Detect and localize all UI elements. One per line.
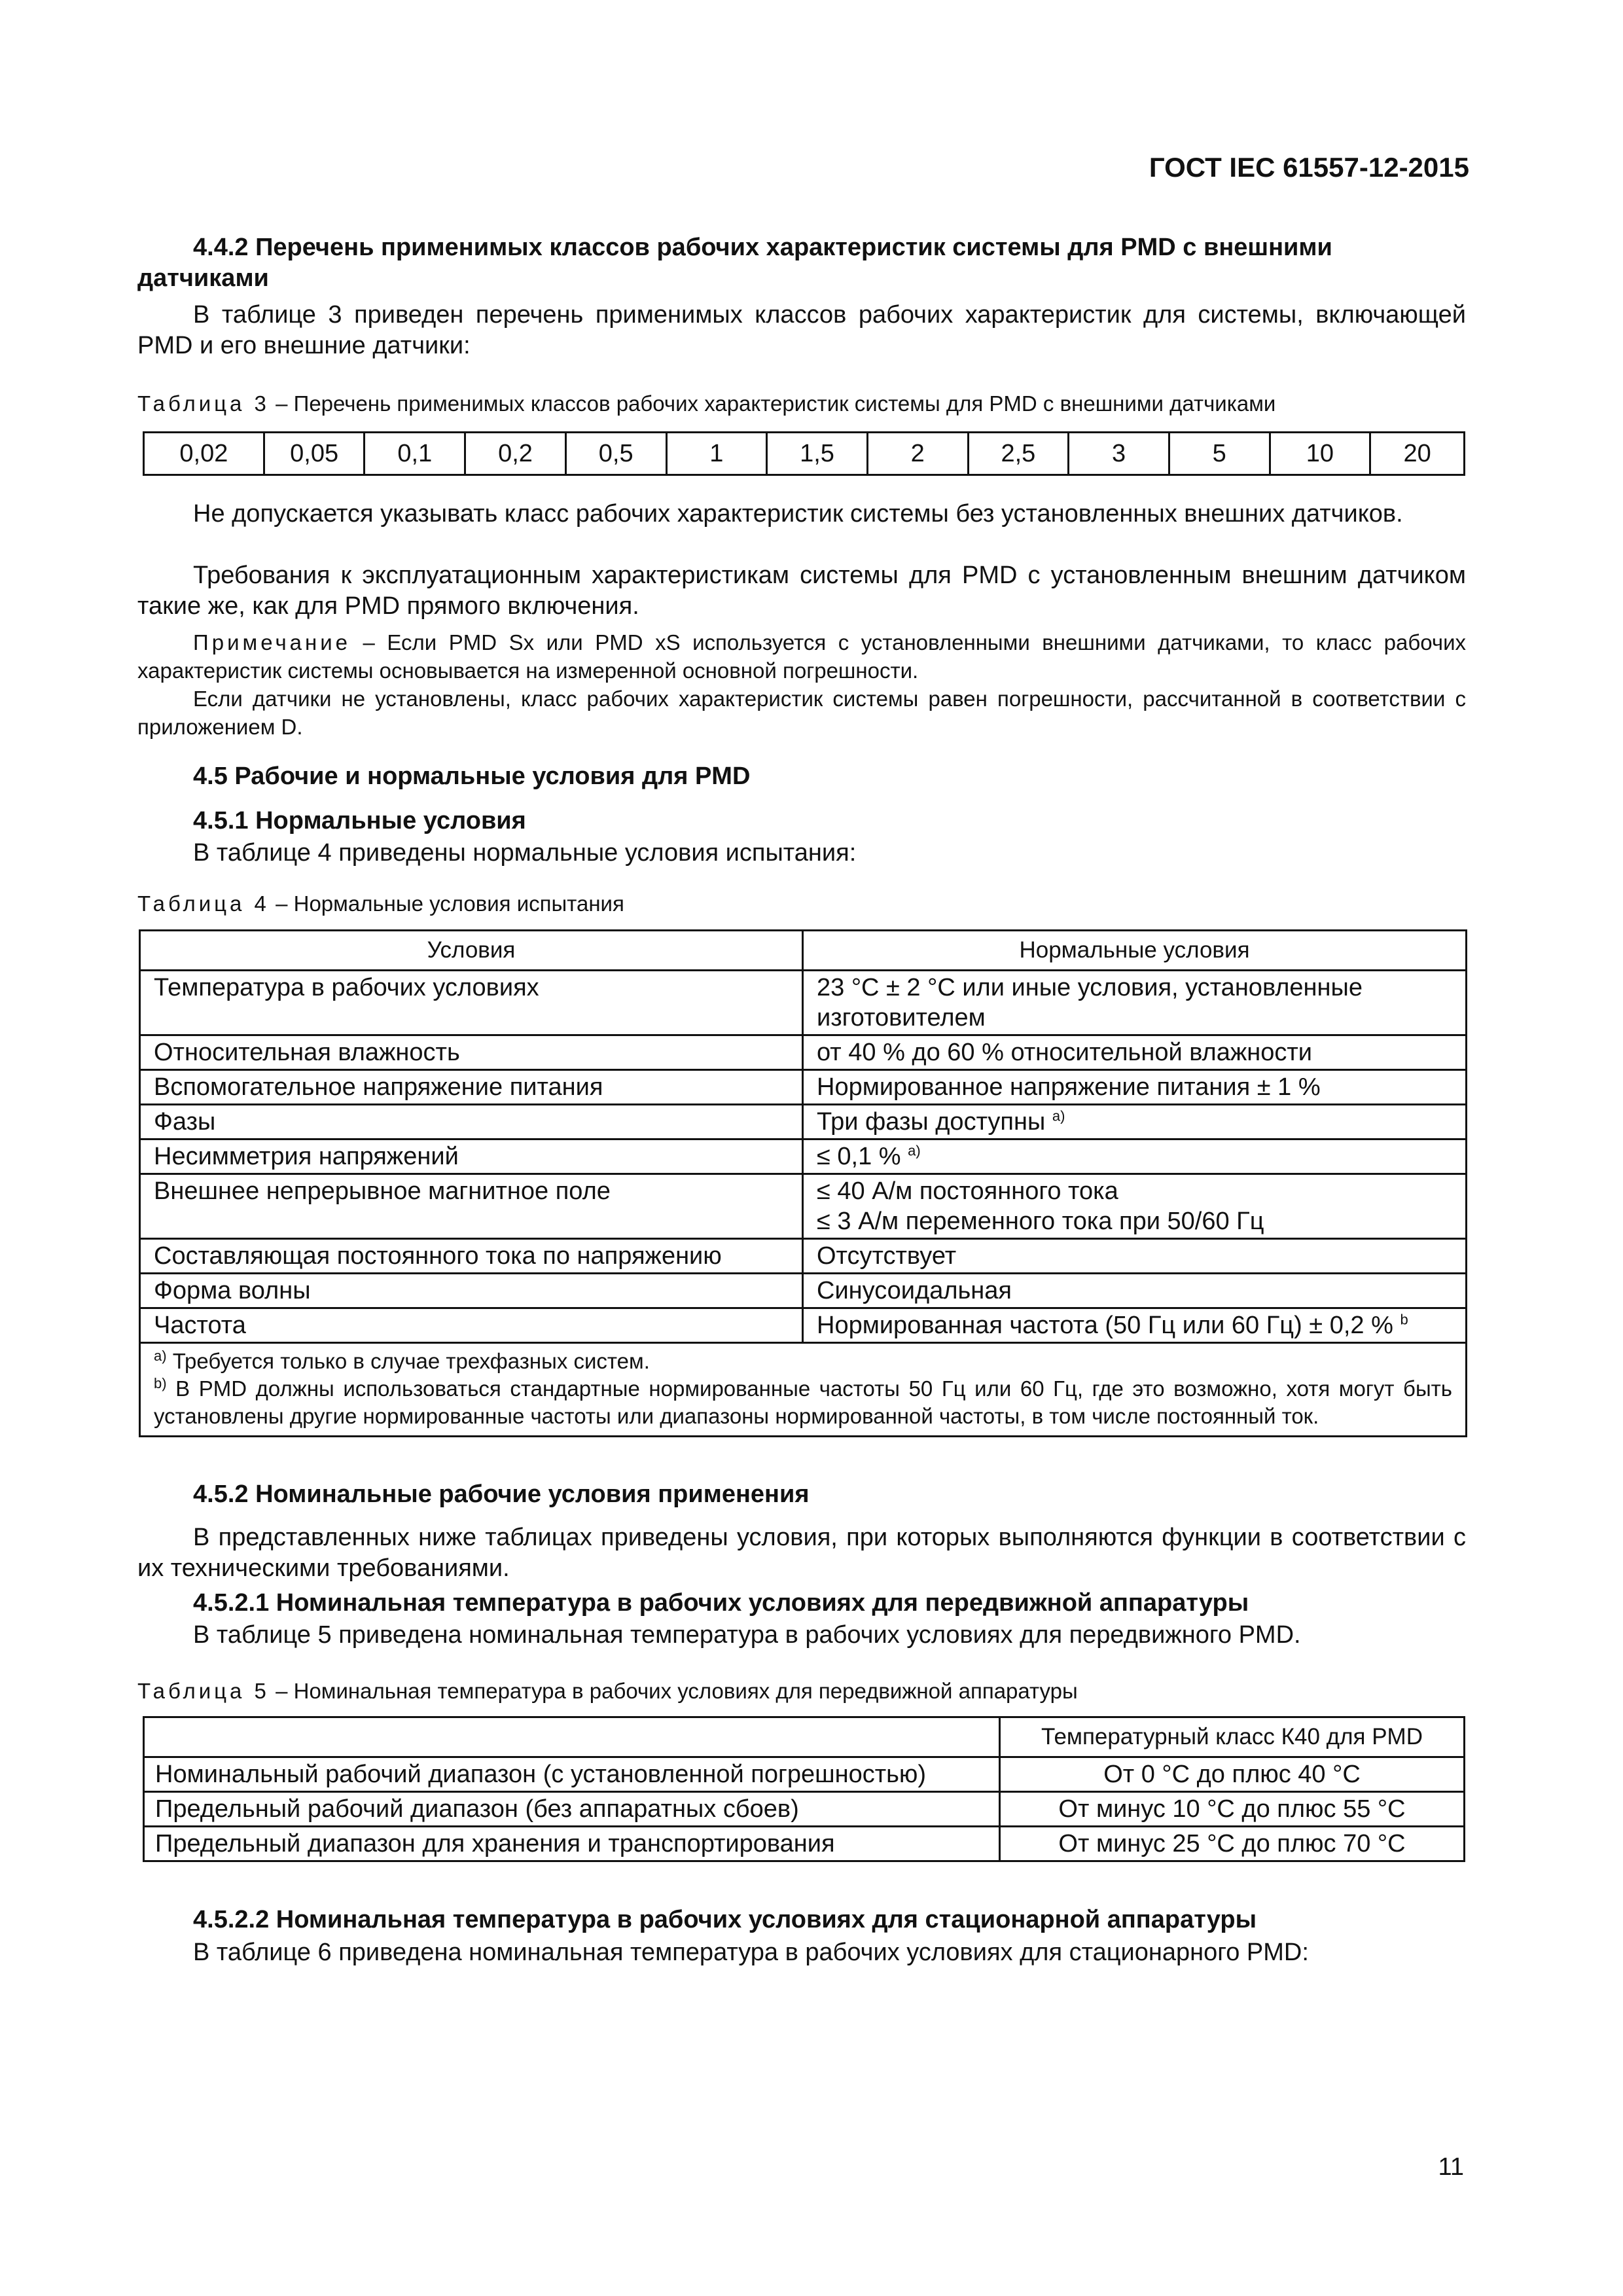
table4 [139, 929, 1467, 1437]
table4-value: от 40 % до 60 % относительной влажности [803, 1035, 1467, 1070]
table3-cell: 20 [1370, 433, 1465, 475]
section-4-5-2-2-heading: 4.5.2.2 Номинальная температура в рабочих условиях для стационарной аппаратуры [193, 1906, 1257, 1933]
footnote-b [154, 1375, 1452, 1430]
table-row [140, 1139, 1467, 1174]
table3-cell: 5 [1169, 433, 1270, 475]
footnote-a-mark: a) [154, 1348, 167, 1364]
table-row [140, 1274, 1467, 1308]
table3-cell: 1,5 [767, 433, 868, 475]
table4-value-2: ≤ 3 А/м переменного тока при 50/60 Гц [817, 1208, 1264, 1235]
section-4-4-2-text: В таблице 3 приведен перечень применимых классов рабочих характеристик для системы, включающей PMD и его внешние датчики: [137, 301, 1466, 359]
table-row [140, 1174, 1467, 1239]
table5-value: От минус 10 °С до плюс 55 °С [1000, 1792, 1465, 1827]
footnote-ref: b [1400, 1311, 1408, 1328]
table5-range: Предельный диапазон для хранения и транспортирования [144, 1827, 1000, 1861]
table3-cell: 0,05 [264, 433, 365, 475]
table5-header-row [144, 1717, 1465, 1757]
table4-caption-text: – Нормальные условия испытания [269, 891, 624, 916]
table4-value: Синусоидальная [803, 1274, 1467, 1308]
table4-value: ≤ 40 А/м постоянного тока [817, 1177, 1118, 1205]
section-4-5-1-heading: 4.5.1 Нормальные условия [193, 807, 526, 834]
section-4-5-2-1-heading: 4.5.2.1 Номинальная температура в рабочих условиях для передвижной аппаратуры [193, 1589, 1249, 1617]
table3-caption-label: Таблица 3 [137, 391, 270, 416]
table3-cell: 1 [666, 433, 767, 475]
table4-footnotes [140, 1343, 1467, 1437]
page-number: 11 [1438, 2153, 1464, 2181]
paragraph-no-class-without-sensors: Не допускается указывать класс рабочих характеристик системы без установленных внешних датчиков. [193, 500, 1403, 528]
table5-range: Номинальный рабочий диапазон (с установленной погрешностью) [144, 1757, 1000, 1792]
table-row [144, 1757, 1465, 1792]
table5-caption [137, 1679, 1078, 1704]
note-label: Примечание [193, 630, 351, 655]
table4-value-cell [803, 1139, 1467, 1174]
section-4-5-2-1-text: В таблице 5 приведена номинальная температура в рабочих условиях для передвижного PMD. [193, 1621, 1301, 1649]
table3-cell: 2 [867, 433, 968, 475]
table-row [140, 1308, 1467, 1343]
table4-value: Нормированное напряжение питания ± 1 % [803, 1070, 1467, 1105]
table5 [143, 1716, 1465, 1862]
table5-col-class: Температурный класс К40 для PMD [1000, 1717, 1465, 1757]
table4-col-conditions: Условия [140, 931, 803, 971]
table3 [143, 431, 1465, 476]
footnote-ref: a) [1052, 1107, 1065, 1124]
paragraph-requirements-external-sensor: Требования к эксплуатационным характеристикам системы для PMD с установленным внешним датчиком такие же, как для PMD прямого включения. [137, 562, 1466, 620]
table3-cell: 0,2 [465, 433, 566, 475]
table4-value: Три фазы доступны [817, 1108, 1052, 1136]
note [137, 628, 1466, 685]
table5-caption-label: Таблица 5 [137, 1679, 270, 1703]
table4-condition: Вспомогательное напряжение питания [140, 1070, 803, 1105]
footnote-a [154, 1348, 1452, 1375]
section-4-5-2-heading: 4.5.2 Номинальные рабочие условия применения [193, 1480, 810, 1508]
document-header: ГОСТ IEC 61557-12-2015 [1149, 152, 1469, 183]
table4-value: ≤ 0,1 % [817, 1143, 908, 1170]
section-4-5-2-2-text: В таблице 6 приведена номинальная температура в рабочих условиях для стационарного PMD: [193, 1939, 1309, 1966]
table4-value-cell [803, 1308, 1467, 1343]
table-row [140, 971, 1467, 1035]
footnote-b-text: В PMD должны использоваться стандартные нормированные частоты 50 Гц или 60 Гц, где это возможно, хотя могут быть установлены другие нормированные частоты или диапазоны нормированной частоты, в том числе постоянный ток. [154, 1376, 1452, 1428]
table4-condition: Несимметрия напряжений [140, 1139, 803, 1174]
table5-col-empty [144, 1717, 1000, 1757]
table4-value-cell [803, 1174, 1467, 1239]
table4-condition: Фазы [140, 1105, 803, 1139]
table4-value: Отсутствует [803, 1239, 1467, 1274]
table3-cell: 0,5 [565, 433, 666, 475]
table5-caption-text: – Номинальная температура в рабочих условиях для передвижной аппаратуры [269, 1679, 1078, 1703]
table4-value: Нормированная частота (50 Гц или 60 Гц) ± 0,2 % [817, 1312, 1400, 1339]
table4-value: 23 °C ± 2 °C или иные условия, установленные изготовителем [803, 971, 1467, 1035]
table5-value: От 0 °С до плюс 40 °С [1000, 1757, 1465, 1792]
table-row [144, 1827, 1465, 1861]
table4-caption [137, 891, 624, 916]
table-row [144, 1792, 1465, 1827]
table-row [140, 1035, 1467, 1070]
table-row [140, 1239, 1467, 1274]
footnote-ref: a) [908, 1142, 921, 1159]
table3-caption-text: – Перечень применимых классов рабочих характеристик системы для PMD с внешними датчиками [269, 391, 1276, 416]
table-row [140, 1105, 1467, 1139]
table4-condition: Частота [140, 1308, 803, 1343]
section-4-4-2-heading: 4.4.2 Перечень применимых классов рабочих характеристик системы для PMD с внешними датчиками [137, 234, 1332, 292]
table3-cell: 0,02 [144, 433, 264, 475]
table4-value-cell [803, 1105, 1467, 1139]
section-4-5-1-text: В таблице 4 приведены нормальные условия испытания: [193, 839, 857, 867]
table3-cell: 2,5 [968, 433, 1069, 475]
table3-caption [137, 391, 1275, 416]
table3-cell: 3 [1069, 433, 1169, 475]
table4-header-row [140, 931, 1467, 971]
table3-row [144, 433, 1465, 475]
table5-range: Предельный рабочий диапазон (без аппаратных сбоев) [144, 1792, 1000, 1827]
table5-value: От минус 25 °С до плюс 70 °С [1000, 1827, 1465, 1861]
note-text: – Если PMD Sx или PMD xS используется с установленными внешними датчиками, то класс рабочих характеристик системы основывается на измеренной основной погрешности. [137, 630, 1466, 683]
table4-condition: Форма волны [140, 1274, 803, 1308]
table4-condition: Составляющая постоянного тока по напряжению [140, 1239, 803, 1274]
footnote-a-text: Требуется только в случае трехфазных систем. [166, 1349, 650, 1373]
table3-cell: 0,1 [365, 433, 465, 475]
table4-col-normal-conditions: Нормальные условия [803, 931, 1467, 971]
section-4-5-heading: 4.5 Рабочие и нормальные условия для PMD [193, 762, 751, 790]
section-4-5-2-text: В представленных ниже таблицах приведены условия, при которых выполняются функции в соответствии с их техническими требованиями. [137, 1524, 1466, 1582]
table4-footnotes-row [140, 1343, 1467, 1437]
table-row [140, 1070, 1467, 1105]
footnote-b-mark: b) [154, 1375, 167, 1391]
table4-caption-label: Таблица 4 [137, 891, 270, 916]
table4-condition: Относительная влажность [140, 1035, 803, 1070]
table4-condition: Температура в рабочих условиях [140, 971, 803, 1035]
note-text-2: Если датчики не установлены, класс рабочих характеристик системы равен погрешности, рассчитанной в соответствии с приложением D. [137, 687, 1466, 739]
table4-condition: Внешнее непрерывное магнитное поле [140, 1174, 803, 1239]
table3-cell: 10 [1270, 433, 1370, 475]
